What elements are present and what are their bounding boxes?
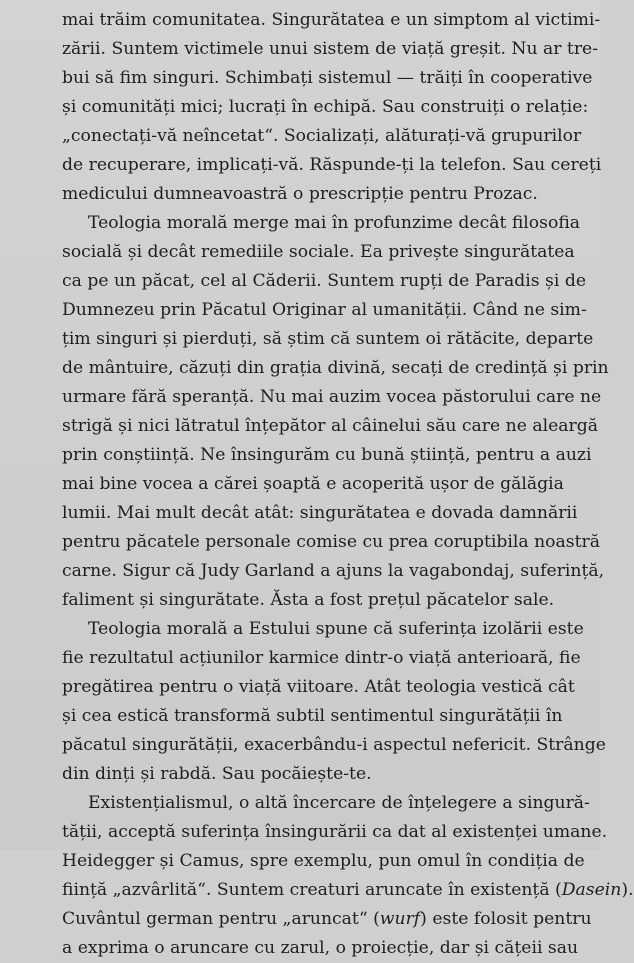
text-line-content: tății, acceptă suferința însingurării ca dat al existenței umane.	[62, 822, 608, 842]
text-line-content: de recuperare, implicați-vă. Răspunde-ți la telefon. Sau cereți	[62, 155, 602, 175]
text-line	[62, 296, 587, 325]
text-line	[62, 673, 575, 702]
text-line-content: a exprima o aruncare cu zarul, o proiecție, dar și cățeii sau	[62, 938, 579, 958]
text-line-content: și comunități mici; lucrați în echipă. Sau construiți o relație:	[62, 97, 589, 117]
text-line	[62, 528, 600, 557]
italic-term: wurf	[379, 909, 421, 929]
text-line-content: lumii. Mai mult decât atât: singurătatea e dovada damnării	[62, 503, 578, 523]
text-line	[62, 151, 602, 180]
text-line	[62, 441, 592, 470]
text-line-content: faliment și singurătate. Ăsta a fost prețul păcatelor sale.	[62, 590, 555, 610]
text-line	[62, 586, 555, 615]
text-line-content: pentru păcatele personale comise cu prea coruptibila noastră	[62, 532, 600, 552]
text-line	[62, 180, 552, 209]
text-line-content: mai trăim comunitatea. Singurătatea e un simptom al victimi-	[62, 10, 601, 30]
text-line-content: bui să fim singuri. Schimbați sistemul — trăiți în cooperative	[62, 68, 593, 88]
text-line-content: urmare fără speranță. Nu mai auzim vocea păstorului care ne	[62, 387, 602, 407]
text-line-content: din dinți și rabdă. Sau pocăiește-te.	[62, 764, 372, 784]
text-line-content: Cuvântul german pentru „aruncat“ (wurf) este folosit pentru	[62, 909, 592, 929]
text-line	[62, 470, 564, 499]
text-line	[62, 35, 599, 64]
text-line-content: zării. Suntem victimele unui sistem de viață greșit. Nu ar tre-	[62, 39, 599, 59]
text-line-content: țim singuri și pierduți, să știm că suntem oi rătăcite, departe	[62, 329, 594, 349]
text-line-content: Dumnezeu prin Păcatul Originar al umanității. Când ne sim-	[62, 300, 587, 320]
text-line	[62, 760, 552, 789]
text-line	[62, 354, 609, 383]
text-line-content: medicului dumneavoastră o prescripție pentru Prozac.	[62, 184, 538, 204]
text-line-content: păcatul singurătății, exacerbându-i aspectul nefericit. Strânge	[62, 735, 606, 755]
text-line	[62, 731, 606, 760]
text-line	[62, 847, 585, 876]
body-text	[62, 6, 634, 963]
text-line-content: ca pe un păcat, cel al Căderii. Suntem rupți de Paradis și de	[62, 271, 586, 291]
text-line-content: carne. Sigur că Judy Garland a ajuns la vagabondaj, suferință,	[62, 561, 605, 581]
text-line	[62, 267, 586, 296]
text-line-content: strigă și nici lătratul înțepător al câinelui său care ne aleargă	[62, 416, 598, 436]
text-line-content: și cea estică transformă subtil sentimentul singurătății în	[62, 706, 563, 726]
text-line	[62, 499, 578, 528]
text-line	[62, 325, 594, 354]
text-line	[62, 557, 605, 586]
text-line-content: mai bine vocea a cărei șoaptă e acoperită ușor de gălăgia	[62, 474, 564, 494]
text-line	[62, 905, 592, 934]
text-line	[62, 818, 608, 847]
text-line-content: Existențialismul, o altă încercare de înțelegere a singură-	[88, 793, 590, 813]
text-line	[62, 6, 601, 35]
text-line-content: pregătirea pentru o viață viitoare. Atât teologia vestică cât	[62, 677, 575, 697]
text-line	[62, 383, 602, 412]
text-line	[62, 238, 575, 267]
text-line-content: Teologia morală a Estului spune că suferința izolării este	[88, 619, 584, 639]
text-line-content: „conectați-vă neîncetat“. Socializați, alăturați-vă grupurilor	[62, 126, 582, 146]
italic-term: Dasein	[561, 880, 622, 900]
text-line	[62, 702, 563, 731]
text-line	[62, 789, 590, 818]
text-line	[62, 93, 589, 122]
text-line	[62, 615, 584, 644]
text-line	[62, 209, 581, 238]
text-line-content: ființă „azvârlită“. Suntem creaturi aruncate în existență (Dasein).	[62, 880, 634, 900]
text-line	[62, 934, 579, 963]
text-line-content: prin conștiință. Ne însingurăm cu bună știință, pentru a auzi	[62, 445, 592, 465]
text-line	[62, 876, 634, 905]
text-line-content: Heidegger și Camus, spre exemplu, pun omul în condiția de	[62, 851, 585, 871]
text-line	[62, 122, 582, 151]
text-line-content: Teologia morală merge mai în profunzime decât filosofia	[88, 213, 581, 233]
text-line-content: de mântuire, căzuți din grația divină, secați de credință și prin	[62, 358, 609, 378]
text-line-content: socială și decât remediile sociale. Ea privește singurătatea	[62, 242, 575, 262]
text-line-content: fie rezultatul acțiunilor karmice dintr-o viață anterioară, fie	[62, 648, 581, 668]
text-line	[62, 412, 598, 441]
text-line	[62, 644, 581, 673]
text-line	[62, 64, 593, 93]
